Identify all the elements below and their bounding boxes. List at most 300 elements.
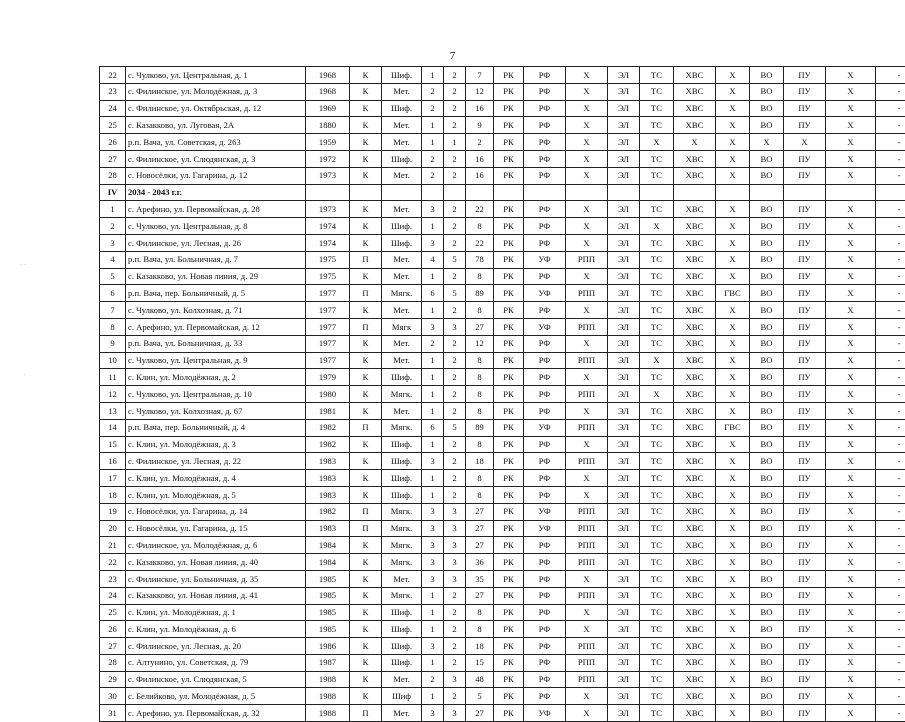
cell-metering: ПУ	[784, 537, 826, 554]
table-row	[100, 100, 905, 117]
cell-roof: Мет.	[382, 134, 422, 151]
cell-c9: РК	[494, 671, 524, 688]
cell-c10: РФ	[524, 436, 566, 453]
cell-address: с. Казакково, ул. Новая линия, д. 29	[126, 268, 306, 285]
cell-year: 1983	[306, 470, 350, 487]
cell-metering: ПУ	[784, 318, 826, 335]
cell-c19: -	[876, 285, 905, 302]
cell-roof: Мягк.	[382, 520, 422, 537]
cell-electricity: ЭЛ	[608, 621, 640, 638]
cell-electricity: ЭЛ	[608, 436, 640, 453]
cell-c11: Х	[566, 83, 608, 100]
cell-c18: Х	[826, 570, 876, 587]
cell-floors: 3	[422, 503, 444, 520]
cell-c9: РК	[494, 268, 524, 285]
cell-heating: ТС	[640, 67, 674, 84]
cell-heating: ТС	[640, 150, 674, 167]
cell-c11: РПП	[566, 654, 608, 671]
cell-electricity: ЭЛ	[608, 503, 640, 520]
cell-apartments: 22	[466, 201, 494, 218]
cell-apartments: 35	[466, 570, 494, 587]
cell-metering: ПУ	[784, 201, 826, 218]
cell-c10: РФ	[524, 654, 566, 671]
cell-electricity: ЭЛ	[608, 604, 640, 621]
cell-row-number: 26	[100, 134, 126, 151]
cell-row-number: 25	[100, 117, 126, 134]
cell-address: с. Белийково, ул. Молодёжная, д. 5	[126, 688, 306, 705]
cell-c18: Х	[826, 705, 876, 722]
cell-wall-material: К	[350, 150, 382, 167]
table-row	[100, 604, 905, 621]
empty-cell	[382, 184, 422, 201]
cell-floors: 1	[422, 117, 444, 134]
cell-wall-material: К	[350, 268, 382, 285]
cell-metering: ПУ	[784, 302, 826, 319]
cell-c19: -	[876, 638, 905, 655]
cell-c19: -	[876, 318, 905, 335]
section-label: 2034 - 2043 г.г.	[126, 184, 306, 201]
cell-cold-water: ХВС	[674, 150, 716, 167]
cell-floors: 1	[422, 402, 444, 419]
cell-c9: РК	[494, 654, 524, 671]
cell-sewerage: ВО	[750, 352, 784, 369]
cell-entrances: 2	[444, 100, 466, 117]
table-row	[100, 705, 905, 722]
cell-wall-material: К	[350, 234, 382, 251]
cell-c18: Х	[826, 688, 876, 705]
cell-roof: Шиф	[382, 688, 422, 705]
cell-address: р.п. Вача, ул. Больничная, д. 33	[126, 335, 306, 352]
cell-c11: Х	[566, 134, 608, 151]
cell-cold-water: ХВС	[674, 554, 716, 571]
cell-c10: УФ	[524, 419, 566, 436]
cell-heating: ТС	[640, 335, 674, 352]
empty-cell	[524, 184, 566, 201]
cell-hot-water: Х	[716, 503, 750, 520]
cell-c9: РК	[494, 134, 524, 151]
cell-metering: ПУ	[784, 218, 826, 235]
cell-floors: 1	[422, 654, 444, 671]
cell-apartments: 8	[466, 604, 494, 621]
cell-c11: РПП	[566, 251, 608, 268]
table-row	[100, 503, 905, 520]
empty-cell	[306, 184, 350, 201]
cell-electricity: ЭЛ	[608, 67, 640, 84]
cell-entrances: 5	[444, 251, 466, 268]
cell-c10: РФ	[524, 604, 566, 621]
cell-c11: РПП	[566, 587, 608, 604]
cell-entrances: 5	[444, 419, 466, 436]
cell-cold-water: ХВС	[674, 234, 716, 251]
cell-floors: 2	[422, 167, 444, 184]
cell-c10: РФ	[524, 369, 566, 386]
cell-year: 1977	[306, 285, 350, 302]
cell-apartments: 36	[466, 554, 494, 571]
cell-hot-water: Х	[716, 201, 750, 218]
cell-electricity: ЭЛ	[608, 671, 640, 688]
cell-year: 1977	[306, 302, 350, 319]
cell-c9: РК	[494, 386, 524, 403]
cell-address: р.п. Вача, ул. Больничная, д. 7	[126, 251, 306, 268]
cell-c18: Х	[826, 604, 876, 621]
table-row	[100, 520, 905, 537]
cell-c19: -	[876, 268, 905, 285]
cell-row-number: 26	[100, 621, 126, 638]
cell-c11: Х	[566, 268, 608, 285]
cell-metering: ПУ	[784, 436, 826, 453]
cell-metering: ПУ	[784, 587, 826, 604]
cell-heating: ТС	[640, 604, 674, 621]
cell-year: 1982	[306, 503, 350, 520]
cell-c11: РПП	[566, 638, 608, 655]
cell-c19: -	[876, 83, 905, 100]
cell-wall-material: П	[350, 503, 382, 520]
cell-wall-material: К	[350, 302, 382, 319]
cell-year: 1975	[306, 251, 350, 268]
cell-metering: ПУ	[784, 83, 826, 100]
cell-row-number: 6	[100, 285, 126, 302]
table-row	[100, 621, 905, 638]
cell-c11: Х	[566, 486, 608, 503]
cell-apartments: 22	[466, 234, 494, 251]
table-row	[100, 554, 905, 571]
cell-entrances: 2	[444, 654, 466, 671]
cell-heating: Х	[640, 352, 674, 369]
cell-cold-water: ХВС	[674, 285, 716, 302]
cell-c18: Х	[826, 402, 876, 419]
cell-c9: РК	[494, 621, 524, 638]
cell-heating: ТС	[640, 554, 674, 571]
cell-c18: Х	[826, 520, 876, 537]
cell-apartments: 8	[466, 386, 494, 403]
empty-cell	[466, 184, 494, 201]
cell-c19: -	[876, 167, 905, 184]
cell-floors: 1	[422, 369, 444, 386]
table-row	[100, 251, 905, 268]
cell-metering: ПУ	[784, 654, 826, 671]
cell-metering: ПУ	[784, 486, 826, 503]
cell-hot-water: Х	[716, 251, 750, 268]
cell-electricity: ЭЛ	[608, 369, 640, 386]
cell-year: 1974	[306, 234, 350, 251]
cell-c11: Х	[566, 436, 608, 453]
cell-entrances: 3	[444, 554, 466, 571]
cell-c18: Х	[826, 67, 876, 84]
cell-metering: ПУ	[784, 67, 826, 84]
cell-roof: Мет.	[382, 83, 422, 100]
cell-year: 1979	[306, 369, 350, 386]
cell-year: 1983	[306, 486, 350, 503]
cell-electricity: ЭЛ	[608, 218, 640, 235]
cell-address: с. Арефино, ул. Первомайская, д. 12	[126, 318, 306, 335]
cell-roof: Мягк.	[382, 554, 422, 571]
cell-c19: -	[876, 134, 905, 151]
cell-c9: РК	[494, 150, 524, 167]
cell-metering: ПУ	[784, 335, 826, 352]
cell-c10: РФ	[524, 167, 566, 184]
cell-wall-material: К	[350, 83, 382, 100]
cell-year: 1988	[306, 671, 350, 688]
cell-c9: РК	[494, 100, 524, 117]
cell-c11: Х	[566, 604, 608, 621]
cell-row-number: 18	[100, 486, 126, 503]
table-row	[100, 150, 905, 167]
cell-address: с. Казакково, ул. Новая линия, д. 41	[126, 587, 306, 604]
cell-wall-material: К	[350, 369, 382, 386]
cell-entrances: 2	[444, 587, 466, 604]
cell-year: 1983	[306, 453, 350, 470]
cell-wall-material: К	[350, 688, 382, 705]
cell-floors: 1	[422, 134, 444, 151]
cell-c9: РК	[494, 638, 524, 655]
cell-c11: Х	[566, 302, 608, 319]
cell-apartments: 27	[466, 587, 494, 604]
cell-entrances: 2	[444, 369, 466, 386]
cell-heating: ТС	[640, 167, 674, 184]
cell-year: 1969	[306, 100, 350, 117]
cell-hot-water: Х	[716, 100, 750, 117]
cell-c19: -	[876, 503, 905, 520]
cell-floors: 1	[422, 621, 444, 638]
empty-cell	[494, 184, 524, 201]
cell-c10: РФ	[524, 470, 566, 487]
cell-wall-material: К	[350, 621, 382, 638]
cell-electricity: ЭЛ	[608, 520, 640, 537]
cell-roof: Мет.	[382, 302, 422, 319]
cell-sewerage: ВО	[750, 705, 784, 722]
cell-floors: 3	[422, 570, 444, 587]
cell-entrances: 3	[444, 318, 466, 335]
cell-c9: РК	[494, 302, 524, 319]
cell-c11: Х	[566, 570, 608, 587]
cell-c11: РПП	[566, 503, 608, 520]
cell-sewerage: ВО	[750, 268, 784, 285]
cell-cold-water: ХВС	[674, 520, 716, 537]
cell-hot-water: Х	[716, 335, 750, 352]
cell-roof: Мягк.	[382, 386, 422, 403]
cell-electricity: ЭЛ	[608, 234, 640, 251]
cell-cold-water: ХВС	[674, 386, 716, 403]
cell-metering: ПУ	[784, 621, 826, 638]
cell-heating: ТС	[640, 503, 674, 520]
cell-heating: ТС	[640, 302, 674, 319]
cell-hot-water: Х	[716, 369, 750, 386]
cell-electricity: ЭЛ	[608, 537, 640, 554]
table-row	[100, 67, 905, 84]
cell-c19: -	[876, 352, 905, 369]
cell-floors: 6	[422, 285, 444, 302]
cell-floors: 2	[422, 150, 444, 167]
cell-cold-water: ХВС	[674, 453, 716, 470]
cell-row-number: 10	[100, 352, 126, 369]
cell-heating: ТС	[640, 251, 674, 268]
table-row	[100, 453, 905, 470]
cell-wall-material: К	[350, 654, 382, 671]
cell-cold-water: ХВС	[674, 570, 716, 587]
cell-year: 1988	[306, 688, 350, 705]
cell-address: с. Чулково, ул. Центральная, д. 1	[126, 67, 306, 84]
cell-heating: ТС	[640, 671, 674, 688]
cell-year: 1984	[306, 554, 350, 571]
section-header-row	[100, 184, 905, 201]
cell-year: 1988	[306, 705, 350, 722]
cell-wall-material: К	[350, 587, 382, 604]
cell-cold-water: ХВС	[674, 587, 716, 604]
cell-wall-material: К	[350, 537, 382, 554]
cell-cold-water: ХВС	[674, 688, 716, 705]
cell-hot-water: Х	[716, 150, 750, 167]
cell-hot-water: Х	[716, 402, 750, 419]
cell-c9: РК	[494, 705, 524, 722]
cell-address: с. Арефино, ул. Первомайская, д. 32	[126, 705, 306, 722]
cell-c11: Х	[566, 705, 608, 722]
cell-heating: Х	[640, 134, 674, 151]
cell-c19: -	[876, 302, 905, 319]
cell-c19: -	[876, 587, 905, 604]
cell-sewerage: Х	[750, 134, 784, 151]
cell-c19: -	[876, 150, 905, 167]
cell-c11: Х	[566, 167, 608, 184]
cell-entrances: 2	[444, 167, 466, 184]
cell-apartments: 27	[466, 520, 494, 537]
cell-sewerage: ВО	[750, 671, 784, 688]
cell-address: р.п. Вача, пер. Больничный, д. 4	[126, 419, 306, 436]
cell-entrances: 5	[444, 285, 466, 302]
cell-c11: РПП	[566, 386, 608, 403]
cell-sewerage: ВО	[750, 419, 784, 436]
cell-year: 1985	[306, 570, 350, 587]
table-row	[100, 268, 905, 285]
cell-electricity: ЭЛ	[608, 705, 640, 722]
cell-address: с. Клин, ул. Молодёжная, д. 6	[126, 621, 306, 638]
cell-cold-water: ХВС	[674, 335, 716, 352]
cell-wall-material: К	[350, 638, 382, 655]
cell-hot-water: Х	[716, 671, 750, 688]
cell-electricity: ЭЛ	[608, 688, 640, 705]
cell-c9: РК	[494, 419, 524, 436]
cell-metering: ПУ	[784, 268, 826, 285]
cell-apartments: 8	[466, 436, 494, 453]
cell-c9: РК	[494, 335, 524, 352]
cell-year: 1959	[306, 134, 350, 151]
cell-sewerage: ВО	[750, 100, 784, 117]
cell-c19: -	[876, 570, 905, 587]
cell-c18: Х	[826, 671, 876, 688]
table-row	[100, 419, 905, 436]
cell-year: 1977	[306, 318, 350, 335]
cell-roof: Мягк.	[382, 537, 422, 554]
cell-c19: -	[876, 335, 905, 352]
margin-mark: ·	[24, 372, 26, 379]
cell-hot-water: Х	[716, 570, 750, 587]
cell-cold-water: ХВС	[674, 83, 716, 100]
cell-entrances: 2	[444, 201, 466, 218]
empty-cell	[750, 184, 784, 201]
cell-cold-water: ХВС	[674, 705, 716, 722]
cell-roof: Шиф.	[382, 621, 422, 638]
cell-cold-water: ХВС	[674, 402, 716, 419]
cell-metering: ПУ	[784, 285, 826, 302]
cell-cold-water: ХВС	[674, 604, 716, 621]
cell-cold-water: ХВС	[674, 201, 716, 218]
cell-sewerage: ВО	[750, 604, 784, 621]
cell-floors: 2	[422, 335, 444, 352]
cell-row-number: 23	[100, 570, 126, 587]
cell-electricity: ЭЛ	[608, 100, 640, 117]
cell-roof: Мягк.	[382, 587, 422, 604]
table-row	[100, 83, 905, 100]
empty-cell	[826, 184, 876, 201]
cell-c19: -	[876, 520, 905, 537]
cell-c18: Х	[826, 470, 876, 487]
cell-c18: Х	[826, 554, 876, 571]
cell-year: 1985	[306, 587, 350, 604]
table-row	[100, 302, 905, 319]
cell-entrances: 2	[444, 638, 466, 655]
table-row	[100, 167, 905, 184]
cell-row-number: 12	[100, 386, 126, 403]
cell-electricity: ЭЛ	[608, 554, 640, 571]
cell-c19: -	[876, 436, 905, 453]
cell-apartments: 16	[466, 150, 494, 167]
cell-roof: Шиф.	[382, 453, 422, 470]
cell-sewerage: ВО	[750, 335, 784, 352]
cell-roof: Шиф.	[382, 67, 422, 84]
cell-c19: -	[876, 251, 905, 268]
cell-c18: Х	[826, 134, 876, 151]
cell-roof: Мет.	[382, 352, 422, 369]
cell-floors: 1	[422, 67, 444, 84]
cell-entrances: 2	[444, 453, 466, 470]
cell-entrances: 1	[444, 134, 466, 151]
cell-address: с. Филинское, ул. Лесная, д. 20	[126, 638, 306, 655]
cell-c10: УФ	[524, 520, 566, 537]
cell-c10: РФ	[524, 234, 566, 251]
cell-c10: РФ	[524, 570, 566, 587]
cell-c19: -	[876, 537, 905, 554]
cell-c18: Х	[826, 218, 876, 235]
cell-sewerage: ВО	[750, 117, 784, 134]
cell-row-number: 8	[100, 318, 126, 335]
cell-floors: 1	[422, 436, 444, 453]
cell-cold-water: ХВС	[674, 268, 716, 285]
cell-metering: ПУ	[784, 419, 826, 436]
cell-entrances: 2	[444, 218, 466, 235]
cell-c11: РПП	[566, 671, 608, 688]
cell-row-number: 24	[100, 587, 126, 604]
cell-roof: Мет.	[382, 402, 422, 419]
cell-hot-water: ГВС	[716, 419, 750, 436]
cell-sewerage: ВО	[750, 234, 784, 251]
cell-year: 1980	[306, 386, 350, 403]
cell-c19: -	[876, 234, 905, 251]
cell-electricity: ЭЛ	[608, 486, 640, 503]
cell-c18: Х	[826, 302, 876, 319]
cell-row-number: 2	[100, 218, 126, 235]
cell-c9: РК	[494, 251, 524, 268]
cell-heating: ТС	[640, 369, 674, 386]
cell-floors: 3	[422, 318, 444, 335]
cell-heating: ТС	[640, 587, 674, 604]
cell-c11: РПП	[566, 352, 608, 369]
cell-c9: РК	[494, 453, 524, 470]
cell-apartments: 78	[466, 251, 494, 268]
cell-roof: Мягк.	[382, 285, 422, 302]
cell-address: с. Клин, ул. Молодёжная, д. 2	[126, 369, 306, 386]
cell-electricity: ЭЛ	[608, 386, 640, 403]
cell-year: 1972	[306, 150, 350, 167]
cell-c10: УФ	[524, 251, 566, 268]
